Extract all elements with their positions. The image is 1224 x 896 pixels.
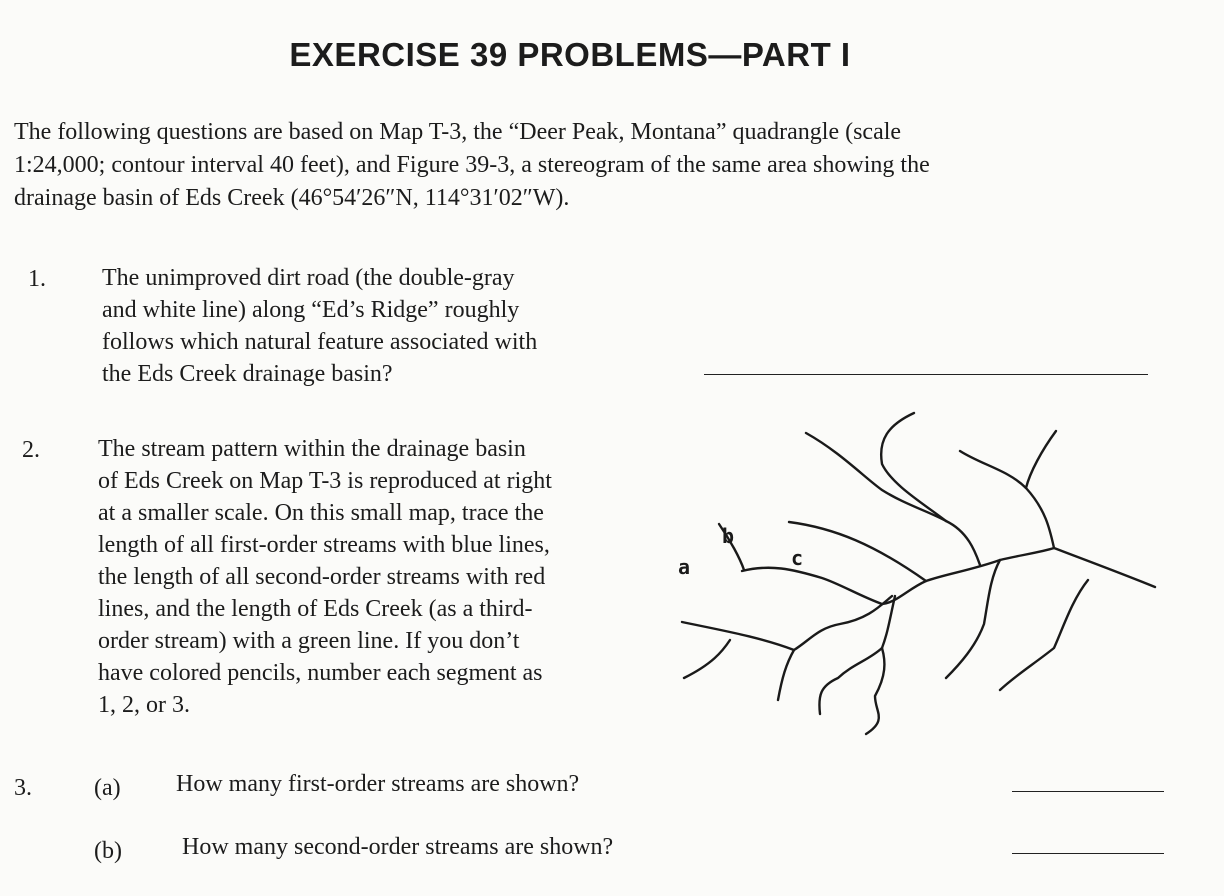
main-stream xyxy=(742,548,1155,604)
intro-line: The following questions are based on Map T-3, the “Deer Peak, Montana” quadrangle (scale xyxy=(14,119,902,145)
subpart-a-letter: (a) xyxy=(94,775,121,801)
question-3-number: 3. xyxy=(14,775,32,801)
question-line: at a smaller scale. On this small map, trace the xyxy=(98,500,544,526)
question-line: the length of all second-order streams with red xyxy=(98,564,546,590)
page-title: EXERCISE 39 PROBLEMS—PART I xyxy=(289,36,851,73)
question-line: order stream) with a green line. If you don’t xyxy=(98,628,520,654)
stream-label-c: c xyxy=(791,546,804,570)
answer-line-3a[interactable] xyxy=(1012,791,1164,792)
question-line: and white line) along “Ed’s Ridge” roughly xyxy=(102,297,520,323)
question-line: of Eds Creek on Map T-3 is reproduced at right xyxy=(98,468,552,494)
intro-paragraph xyxy=(14,116,1144,215)
question-line: The stream pattern within the drainage basin xyxy=(98,436,526,462)
question-line: the Eds Creek drainage basin? xyxy=(102,361,393,387)
stream-label-b: b xyxy=(722,524,735,548)
question-2-text xyxy=(98,433,552,721)
answer-line-q1[interactable] xyxy=(704,374,1148,375)
subpart-b-letter: (b) xyxy=(94,838,122,864)
stream-label-a: a xyxy=(678,555,691,579)
question-line: 1, 2, or 3. xyxy=(98,692,190,718)
stream-tributary xyxy=(806,433,980,565)
stream-segment-c xyxy=(789,522,926,581)
subpart-a-text: How many first-order streams are shown? xyxy=(176,771,580,797)
question-2-number: 2. xyxy=(22,437,40,463)
question-line: lines, and the length of Eds Creek (as a third- xyxy=(98,596,533,622)
stream-tributary xyxy=(684,640,730,678)
answer-line-3b[interactable] xyxy=(1012,853,1164,854)
stream-tributary xyxy=(866,648,884,734)
stream-tributary xyxy=(960,451,1054,548)
stream-tributary xyxy=(1000,580,1088,690)
question-line: length of all first-order streams with blue lines, xyxy=(98,532,550,558)
stream-tributary xyxy=(682,596,892,650)
question-line: have colored pencils, number each segment as xyxy=(98,660,543,686)
subpart-b-text: How many second-order streams are shown? xyxy=(182,834,614,860)
question-1-text xyxy=(102,262,537,390)
question-line: The unimproved dirt road (the double-gray xyxy=(102,265,515,291)
intro-line: drainage basin of Eds Creek (46°54′26″N, 114°31′02″W). xyxy=(14,185,570,211)
stream-tributary xyxy=(1026,431,1056,488)
question-1-number: 1. xyxy=(28,266,46,292)
stream-tributary xyxy=(946,560,1000,678)
intro-line: 1:24,000; contour interval 40 feet), and Figure 39-3, a stereogram of the same area showing the xyxy=(14,152,930,178)
stream-tributary xyxy=(778,650,794,700)
question-line: follows which natural feature associated with xyxy=(102,329,538,355)
stream-network-map[interactable] xyxy=(670,400,1170,745)
stream-tributary xyxy=(881,413,946,521)
